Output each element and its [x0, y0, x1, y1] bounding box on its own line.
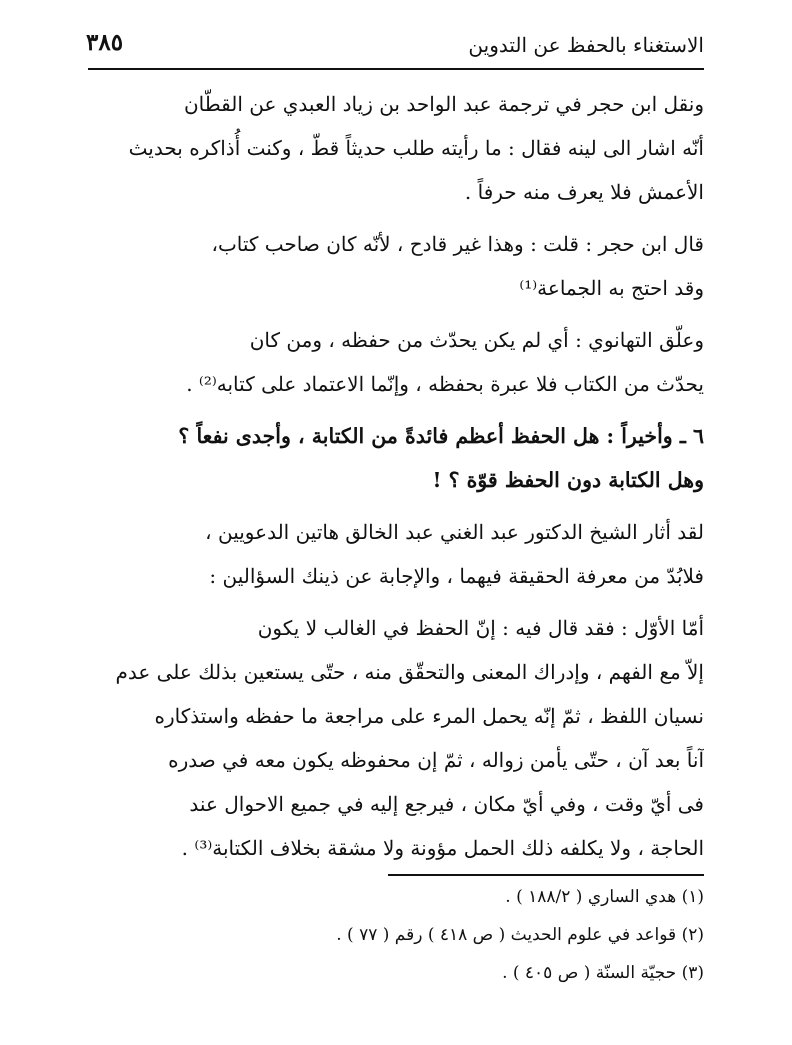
text-line: أمّا الأوّل : فقد قال فيه : إنّ الحفظ في الغالب لا يكون: [257, 616, 704, 640]
footnotes: [88, 878, 704, 992]
text-line: الأعمش فلا يعرف منه حرفاً .: [464, 180, 704, 204]
footnote-rule: [388, 874, 704, 876]
text-line: نسيان اللفظ ، ثمّ إنّه يحمل المرء على مراجعة ما حفظه واستذكاره: [154, 704, 704, 728]
text-line: الحاجة ، ولا يكلفه ذلك الحمل مؤونة ولا مشقة بخلاف الكتابة⁽³⁾ .: [181, 836, 704, 860]
paragraph-6: [88, 606, 704, 870]
text-line: وعلّق التهانوي : أي لم يكن يحدّث من حفظه ، ومن كان: [249, 328, 704, 352]
heading-line: ٦ ـ وأخيراً : هل الحفظ أعظم فائدةً من الكتابة ، وأجدى نفعاً ؟: [178, 424, 704, 448]
text-line: فلابُدّ من معرفة الحقيقة فيهما ، والإجابة عن ذينك السؤالين :: [209, 564, 704, 588]
text-line: آناً بعد آن ، حتّى يأمن زواله ، ثمّ إن محفوظه يكون معه في صدره: [168, 748, 704, 772]
header-rule: [88, 68, 704, 70]
text-line: وقد احتج به الجماعة⁽¹⁾: [519, 276, 704, 300]
text-line: فى أيّ وقت ، وفي أيّ مكان ، فيرجع إليه في جميع الاحوال عند: [189, 792, 704, 816]
text-line: أنّه اشار الى لينه فقال : ما رأيته طلب حديثاً قطّ ، وكنت أُذاكره بحديث: [128, 136, 704, 160]
section-heading: [88, 414, 704, 502]
paragraph-2: [88, 222, 704, 310]
text-line: ونقل ابن حجر في ترجمة عبد الواحد بن زياد العبدي عن القطّان: [183, 92, 704, 116]
footnote-1: (١) هدي الساري ( ١٨٨/٢ ) .: [505, 887, 704, 907]
heading-line: وهل الكتابة دون الحفظ قوّة ؟ !: [432, 468, 704, 492]
footnote-2: (٢) قواعد في علوم الحديث ( ص ٤١٨ ) رقم ( ٧٧ ) .: [336, 925, 704, 945]
text-line: يحدّث من الكتاب فلا عبرة بحفظه ، وإنّما الاعتماد على كتابه⁽²⁾ .: [186, 372, 704, 396]
text-line: إلاّ مع الفهم ، وإدراك المعنى والتحقّق منه ، حتّى يستعين بذلك على عدم: [115, 660, 704, 684]
text-line: قال ابن حجر : قلت : وهذا غير قادح ، لأنّه كان صاحب كتاب،: [211, 232, 704, 256]
paragraph-1: [88, 82, 704, 214]
footnote-3: (٣) حجيّة السنّة ( ص ٤٠٥ ) .: [502, 963, 704, 983]
paragraph-3: [88, 318, 704, 406]
body-text: [88, 82, 704, 870]
paragraph-5: [88, 510, 704, 598]
page-number: ٣٨٥: [86, 29, 124, 56]
text-line: لقد أثار الشيخ الدكتور عبد الغني عبد الخالق هاتين الدعويين ،: [205, 520, 704, 544]
running-title: الاستغناء بالحفظ عن التدوين: [468, 33, 704, 57]
